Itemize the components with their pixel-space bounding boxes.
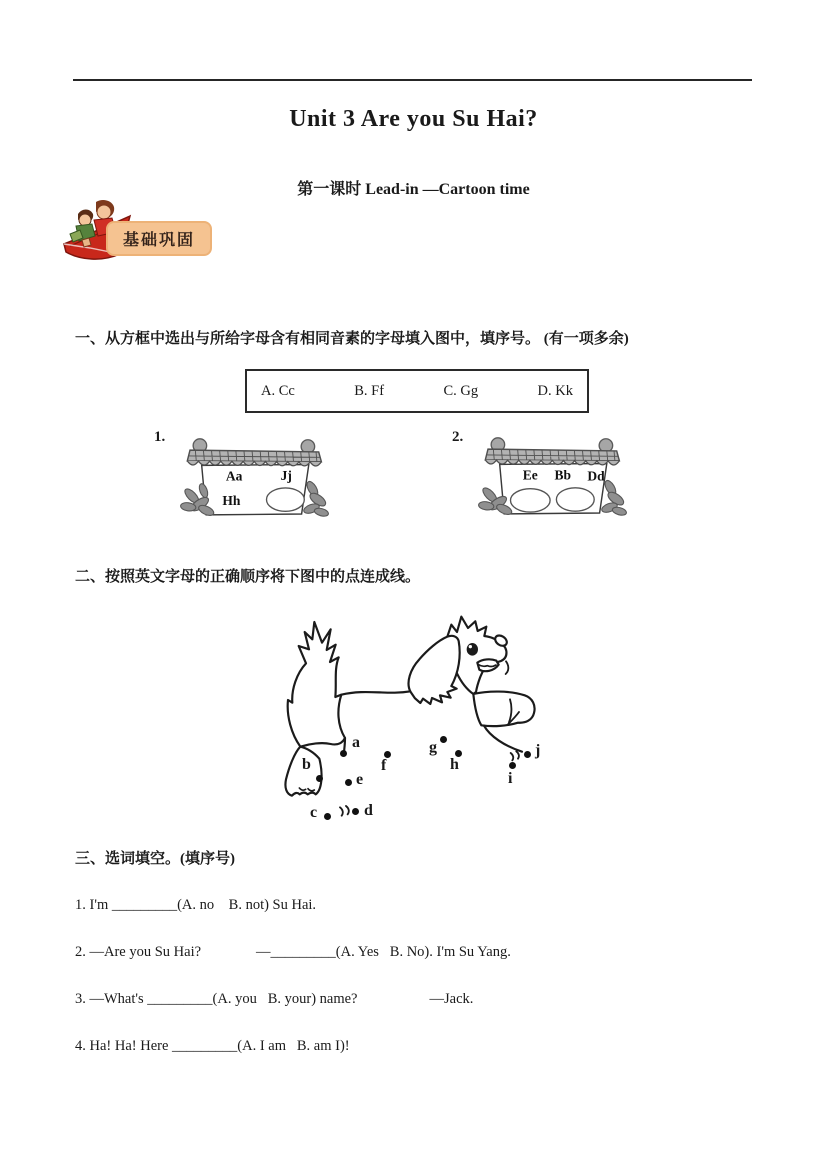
page-title: Unit 3 Are you Su Hai?	[289, 106, 538, 132]
connect-dot-c	[324, 813, 331, 820]
connect-dot-a	[340, 750, 347, 757]
dot-label: e	[356, 771, 364, 788]
option-b: B. Ff	[354, 382, 385, 399]
section-badge: 基础巩固	[106, 221, 212, 256]
section-one-heading: 一、从方框中选出与所给字母含有相同音素的字母填入图中，填序号。 (有一项多余)	[75, 331, 629, 347]
connect-dot-j	[524, 751, 531, 758]
dot-label: i	[508, 770, 513, 787]
connect-dot-d	[352, 808, 359, 815]
item-text: 3. —What's _________(A. you B. your) name?	[75, 991, 358, 1007]
item-text: 1. I'm _________(A. no B. not) Su Hai.	[75, 897, 317, 913]
dog-connect-dots-figure	[260, 592, 570, 842]
item-text: 4. Ha! Ha! Here _________(A. I am B. am I)!	[75, 1038, 350, 1054]
dot-label: j	[535, 742, 541, 759]
fill-blank-item-1	[75, 897, 316, 914]
dot-label: h	[450, 756, 459, 773]
lesson-subtitle: 第一课时 Lead-in —Cartoon time	[297, 181, 530, 198]
connect-dot-i	[509, 762, 516, 769]
house-letter: Dd	[587, 468, 605, 484]
house-letter: Ee	[522, 467, 538, 483]
item-text-answer: —_________(A. Yes B. No). I'm Su Yang.	[256, 944, 511, 960]
item-text-answer: —Jack.	[429, 991, 474, 1007]
dot-label: a	[352, 734, 360, 751]
fill-blank-item-3	[75, 991, 473, 1008]
house-2-number: 2.	[452, 429, 464, 445]
connect-dot-e	[345, 779, 352, 786]
connect-dot-b	[316, 775, 323, 782]
house-1-number: 1.	[154, 429, 166, 445]
house-illustration-1	[172, 432, 334, 524]
letter-options-box	[245, 369, 589, 413]
dot-label: c	[310, 804, 318, 821]
house-letter: Aa	[225, 468, 243, 484]
section-two-heading: 二、按照英文字母的正确顺序将下图中的点连成线。	[75, 569, 421, 585]
dog-illustration	[260, 592, 570, 842]
option-d: D. Kk	[537, 382, 573, 399]
leaves-right	[601, 479, 628, 517]
section-three-heading: 三、选词填空。(填序号)	[75, 851, 235, 867]
option-c: C. Gg	[443, 382, 479, 399]
connect-dot-g	[440, 736, 447, 743]
answer-oval	[511, 489, 551, 512]
dot-label: g	[429, 739, 437, 756]
fill-blank-item-2	[75, 944, 511, 961]
leaves-right	[303, 480, 330, 518]
answer-oval	[267, 488, 305, 511]
answer-oval	[556, 488, 594, 511]
dot-label: d	[364, 802, 373, 819]
header-rule	[73, 79, 752, 81]
house-letter: Bb	[554, 467, 571, 483]
item-text: 2. —Are you Su Hai?	[75, 944, 202, 960]
option-a: A. Cc	[261, 382, 295, 399]
house-letter: Hh	[222, 493, 241, 508]
house-letter: Jj	[280, 467, 292, 483]
dog-eye	[467, 643, 478, 656]
house-illustration-2	[470, 430, 632, 524]
dot-label: f	[381, 757, 387, 774]
fill-blank-item-4	[75, 1038, 350, 1055]
dot-label: b	[302, 756, 311, 773]
